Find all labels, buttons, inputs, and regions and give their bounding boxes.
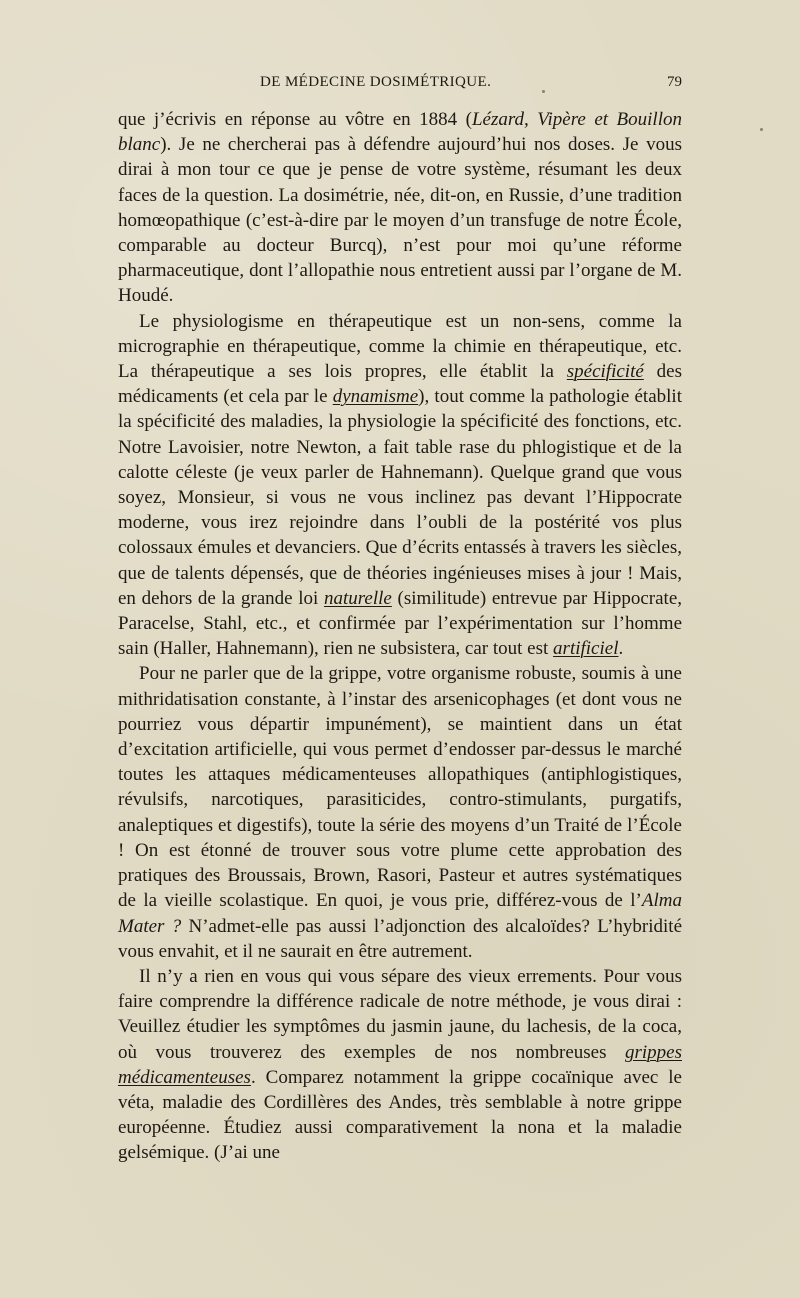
print-speck — [542, 90, 545, 93]
paragraph — [118, 964, 682, 1166]
text-run: Pour ne parler que de la grippe, votre organisme robuste, soumis à une mithridatisation constante, à l’instar des arsenicophages (et dont vous ne pourriez vous départir impunément), se maintient dans un état d’excitation artificielle, qui vous permet d’endosser par-dessus le marché toutes les attaques médicamenteuses allopathiques (antiphlogistiques, révulsifs, narcotiques, parasiticides, contro-stimulants, purgatifs, analeptiques et digestifs), toute la série des moyens d’un Traité de l’École ! On est étonné de trouver sous votre plume cette approbation des pratiques des Broussais, Brown, Rasori, Pasteur et autres systématiques de la vieille scolastique. En quoi, je vous prie, différez-vous de l’ — [118, 663, 682, 912]
text-run: Il n’y a rien en vous qui vous sépare des vieux errements. Pour vous faire comprendre la différence radicale de notre méthode, je vous dirai : Veuillez étudier les symptômes du jasmin jaune, du lachesis, de la coca, où vous trouverez des exemples de nos nombreuses — [118, 965, 682, 1063]
emphasized-text: Lézard, Vipère et Bouillon blanc — [118, 109, 682, 156]
emphasized-text: Alma Mater ? — [118, 890, 682, 937]
print-speck — [760, 128, 763, 131]
page-header — [118, 74, 682, 96]
text-run: . — [618, 638, 624, 660]
running-title: DE MÉDECINE DOSIMÉTRIQUE. — [260, 74, 492, 90]
emphasized-text: artificiel — [553, 638, 619, 660]
emphasized-text: dynamisme — [332, 386, 419, 408]
text-run: ). Je ne chercherai pas à défendre aujourd’hui nos doses. Je vous dirai à mon tour ce que je pense de votre système, résumant les deux faces de la question. La dosimétrie, née, dit-on, en Russie, d’une tradition homœopathique (c’est-à-dire par le moyen d’un transfuge de notre École, comparable au docteur Burcq), n’est pour moi qu’une réforme pharmaceutique, dont l’allopathie nous entretient aussi par l’organe de M. Houdé. — [118, 134, 682, 307]
paragraph — [118, 309, 682, 662]
paragraph — [118, 661, 682, 963]
text-run: ), tout comme la pathologie établit la spécificité des maladies, la physiologie la spécificité des fonctions, etc. Notre Lavoisier, notre Newton, a fait table rase du phlogistique et de la calotte céleste (je veux parler de Hahnemann). Quelque grand que vous soyez, Monsieur, si vous ne vous inclinez pas devant l’Hippocrate moderne, vous irez rejoindre dans l’oubli de la postérité vos plus colossaux émules et devanciers. Que d’écrits entassés à travers les siècles, que de talents dépensés, que de théories ingénieuses mises à jour ! Mais, en dehors de la grande loi — [118, 386, 682, 609]
text-run: Le physiologisme en thérapeutique est un non-sens, comme la micrographie en thérapeutique, comme la chimie en thérapeutique, etc. La thérapeutique a ses lois propres, elle établit la — [118, 310, 682, 383]
text-run: (similitude) entrevue par Hippocrate, Paracelse, Stahl, etc., et confirmée par l’expérimentation sur l’homme sain (Haller, Hahnemann), rien ne subsistera, car tout est — [118, 587, 683, 660]
emphasized-text: naturelle — [323, 587, 392, 609]
text-run: que j’écrivis en réponse au vôtre en 1884 ( — [118, 109, 472, 130]
page-number: 79 — [667, 74, 682, 90]
paragraph — [118, 107, 682, 309]
emphasized-text: grippes médicamenteuses — [118, 1041, 682, 1088]
text-run: des médicaments (et cela par le — [118, 361, 682, 408]
text-run: . Comparez notamment la grippe cocaïnique avec le véta, maladie des Cordillères des Andes, très semblable à notre grippe européenne. Étudiez aussi comparativement la nona et la maladie gelsémique. (J’ai une — [118, 1066, 682, 1164]
text-run: N’admet-elle pas aussi l’adjonction des alcaloïdes? L’hybridité vous envahit, et il ne saurait en être autrement. — [118, 915, 683, 962]
emphasized-text: spécificité — [566, 361, 644, 383]
body-text — [118, 107, 682, 1166]
